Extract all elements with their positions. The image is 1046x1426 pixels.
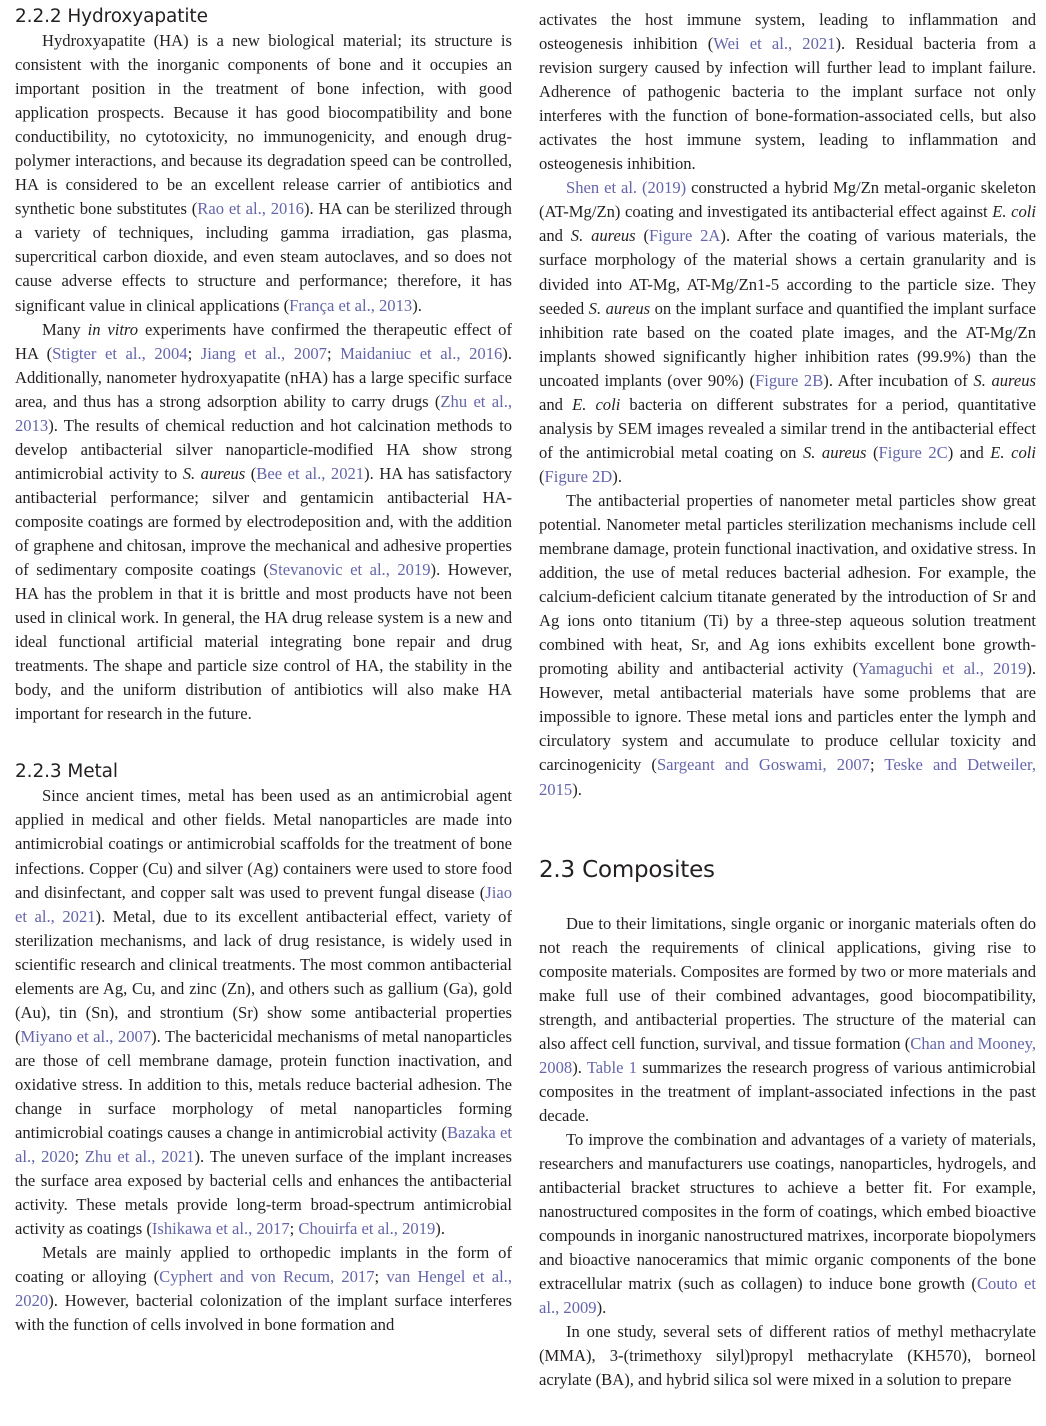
italic-term: E. coli	[990, 442, 1036, 462]
citation-link[interactable]: Bazaka et al., 2020	[15, 1123, 512, 1167]
citation-link[interactable]: Chan and Mooney, 2008	[539, 1033, 1036, 1077]
paragraph-composites-1: Due to their limitations, single organic or inorganic materials often do not reach the requirements of clinical applications, giving rise to composite materials. Composites are formed by two or more materials and make full use of their combined advantages, good biocompatibility, strength, and antibacterial properties. The structure of the material can also affect cell function, survival, and tissue formation (Chan and Mooney, 2008). Table 1 summarizes the research progress of various antimicrobial composites in the treatment of implant-associated infections in the past decade.	[539, 913, 1037, 1125]
paragraph-metal-continued: activates the host immune system, leading to inflammation and osteogenesis inhibition (Wei et al., 2021). Residual bacteria from a revision surgery caused by infection will further lead to implant failure. Adherence of pathogenic bacteria to the implant surface not only interferes with the function of bone-formation-associated cells, but also activates the host immune system, leading to inflammation and osteogenesis inhibition.	[539, 10, 1036, 174]
citation-link[interactable]: Figure 2A	[648, 226, 721, 246]
citation-link[interactable]: Stigter et al., 2004	[52, 343, 188, 363]
italic-term: S. aureus	[570, 226, 636, 246]
section-heading-metal: 2.2.3 Metal	[15, 761, 118, 783]
citation-link[interactable]: Stevanovic et al., 2019	[268, 560, 431, 580]
section-heading-composites: 2.3 Composites	[539, 856, 715, 883]
italic-term: E. coli	[992, 202, 1036, 222]
italic-term: S. aureus	[973, 370, 1037, 390]
paragraph-metal-2: Metals are mainly applied to orthopedic implants in the form of coating or alloying (Cyphert and von Recum, 2017; van Hengel et al., 2020). However, bacterial colonization of the implant surface interferes with the function of cells involved in bone formation and	[15, 1243, 512, 1335]
citation-link[interactable]: Sargeant and Goswami, 2007	[656, 755, 870, 775]
paragraph-composites-3: In one study, several sets of different ratios of methyl methacrylate (MMA), 3-(trimethoxy silyl)propyl methacrylate (KH570), borneol acrylate (BA), and hybrid silica sol were mixed in a solution to prepare	[539, 1322, 1036, 1390]
citation-link[interactable]: Wei et al., 2021	[713, 34, 836, 54]
italic-term: E. coli	[572, 394, 621, 414]
citation-link[interactable]: Miyano et al., 2007	[20, 1026, 152, 1046]
paragraph-composites-2: To improve the combination and advantages of a variety of materials, researchers and manufacturers use coatings, nanoparticles, hydrogels, and antibacterial bracket structures to achieve a better fit. For example, nanostructured composites in the form of coatings, which embed bioactive compounds in inorganic nanostructured matrixes, incorporate biopolymers and bioactive nanoceramics that mimic organic components of the bone extracellular matrix (such as collagen) to induce bone growth (Couto et al., 2009).	[539, 1129, 1036, 1318]
paragraph-nanometer-metal: The antibacterial properties of nanometer metal particles show great potential. Nanometer metal particles sterilization mechanisms include cell membrane damage, protein functional inactivation, and oxidative stress. In addition, the use of metal reduces bacterial adhesion. For example, the calcium-deficient calcium titanate generated by the introduction of Sr and Ag ions onto titanium (Ti) by a three-step aqueous solution treatment combined with heat, Sr, and Ag ions exhibits excellent bone growth-promoting ability and antibacterial activity (Yamaguchi et al., 2019). However, metal antibacterial materials have some problems that are impossible to ignore. These metal ions and particles enter the lymph and circulatory system and accumulate to produce cellular toxicity and carcinogenicity (Sargeant and Goswami, 2007; Teske and Detweiler, 2015).	[539, 490, 1036, 799]
citation-link[interactable]: Cyphert and von Recum, 2017	[159, 1267, 375, 1287]
citation-link[interactable]: Figure 2D	[544, 466, 613, 486]
citation-link[interactable]: Zhu et al., 2013	[15, 391, 512, 435]
citation-link[interactable]: Yamaguchi et al., 2019	[858, 659, 1027, 679]
spacer	[539, 0, 1036, 8]
spacer	[539, 802, 1036, 856]
italic-term: S. aureus	[588, 298, 651, 318]
italic-term: in vitro	[87, 319, 139, 339]
citation-link[interactable]: Teske and Detweiler, 2015	[539, 755, 1036, 799]
citation-link[interactable]: Ishikawa et al., 2017	[151, 1219, 290, 1239]
paragraph-ha-2: Many in vitro experiments have confirmed the therapeutic effect of HA (Stigter et al., 2004; Jiang et al., 2007; Maidaniuc et al., 2016). Additionally, nanometer hydroxyapatite (nHA) has a large specific surface area, and thus has a strong adsorption ability to carry drugs (Zhu et al., 2013). The results of chemical reduction and hot calcination methods to develop antibacterial silver nanoparticle-modified HA show strong antimicrobial activity to S. aureus (Bee et al., 2021). HA has satisfactory antibacterial performance; silver and gentamicin antibacterial HA-composite coatings are formed by electrodeposition and, with the addition of graphene and chitosan, improve the mechanical and adhesive properties of sedimentary composite coatings (Stevanovic et al., 2019). However, HA has the problem in that it is brittle and most products have not been used in clinical work. In general, the HA drug release system is a new and ideal functional artificial material integrating bone repair and drug treatments. The shape and particle size control of HA, the stability in the body, and the uniform distribution of antibiotics will also make HA important for research in the future.	[15, 319, 513, 724]
citation-link[interactable]: Couto et al., 2009	[539, 1274, 1036, 1318]
paragraph-ha-1: Hydroxyapatite (HA) is a new biological material; its structure is consistent with the inorganic components of bone and it occupies an important position in the treatment of bone infection, with good application prospects. Because it has good biocompatibility and bone conductibility, no cytotoxicity, no immunogenicity, and enough drug-polymer interactions, and because its degradation speed can be controlled, HA is considered to be an excellent release carrier of antibiotics and synthetic bone substitutes (Rao et al., 2016). HA can be sterilized through a variety of techniques, including gamma irradiation, gas plasma, supercritical carbon dioxide, and even steam autoclaves, and so does not cause adverse effects to structure and performance; therefore, it has significant value in clinical applications (França et al., 2013).	[15, 31, 512, 315]
citation-link[interactable]: Bee et al., 2021	[256, 463, 365, 483]
paragraph-shen: Shen et al. (2019) constructed a hybrid Mg/Zn metal-organic skeleton (AT-Mg/Zn) coating and investigated its antibacterial effect against E. coli and S. aureus (Figure 2A). After the coating of various materials, the surface morphology of the material shows a certain granularity and is divided into AT-Mg, AT-Mg/Zn1-5 according to the particle size. They seeded S. aureus on the implant surface and quantified the implant surface inhibition rate based on the coated plate images, and the AT-Mg/Zn implants showed significantly higher inhibition rates (99.9%) than the uncoated implants (over 90%) (Figure 2B). After incubation of S. aureus and E. coli bacteria on different substrates for a period, quantitative analysis by SEM images revealed a similar trend in the antibacterial effect of the antimicrobial metal coating on S. aureus (Figure 2C) and E. coli (Figure 2D).	[539, 178, 1037, 486]
spacer	[15, 726, 512, 760]
citation-link[interactable]: Rao et al., 2016	[197, 199, 304, 219]
citation-link[interactable]: Shen et al. (2019)	[566, 178, 687, 198]
citation-link[interactable]: Table 1	[586, 1057, 638, 1077]
spacer	[539, 884, 1036, 912]
citation-link[interactable]: Jiao et al., 2021	[15, 882, 512, 926]
citation-link[interactable]: Figure 2C	[878, 442, 948, 462]
citation-link[interactable]: Chouirfa et al., 2019	[298, 1219, 436, 1239]
citation-link[interactable]: Maidaniuc et al., 2016	[340, 343, 503, 363]
citation-link[interactable]: Figure 2B	[754, 370, 824, 390]
citation-link[interactable]: Zhu et al., 2021	[84, 1147, 195, 1167]
italic-term: S. aureus	[182, 463, 246, 483]
left-column	[15, 0, 512, 1337]
section-heading-hydroxyapatite: 2.2.2 Hydroxyapatite	[15, 6, 208, 27]
paragraph-metal-1: Since ancient times, metal has been used as an antimicrobial agent applied in medical and other fields. Metal nanoparticles are made into antimicrobial coatings or antimicrobial scaffolds for the treatment of bone infections. Copper (Cu) and silver (Ag) containers were used to store food and disinfectant, and copper salt was used to prevent fungal disease (Jiao et al., 2021). Metal, due to its excellent antibacterial effect, variety of sterilization mechanisms, and lack of drug resistance, is widely used in scientific research and clinical treatments. The most common antibacterial elements are Ag, Cu, and zinc (Zn), and others such as gallium (Ga), gold (Au), tin (Sn), and strontium (Sr) show some antibacterial properties (Miyano et al., 2007). The bactericidal mechanisms of metal nanoparticles are those of cell membrane damage, protein function inactivation, and oxidative stress. In addition to this, metals reduce bacterial adhesion. The change in surface morphology of metal nanoparticles forming antimicrobial coatings causes a change in antimicrobial activity (Bazaka et al., 2020; Zhu et al., 2021). The uneven surface of the implant increases the surface area exposed by bacterial cells and enhances the antibacterial activity. These metals provide long-term broad-spectrum antimicrobial activity as coatings (Ishikawa et al., 2017; Chouirfa et al., 2019).	[15, 786, 512, 1239]
italic-term: S. aureus	[802, 442, 867, 462]
citation-link[interactable]: Jiang et al., 2007	[200, 343, 327, 363]
right-column	[539, 0, 1036, 1392]
citation-link[interactable]: França et al., 2013	[289, 295, 413, 315]
citation-link[interactable]: van Hengel et al., 2020	[15, 1267, 512, 1311]
